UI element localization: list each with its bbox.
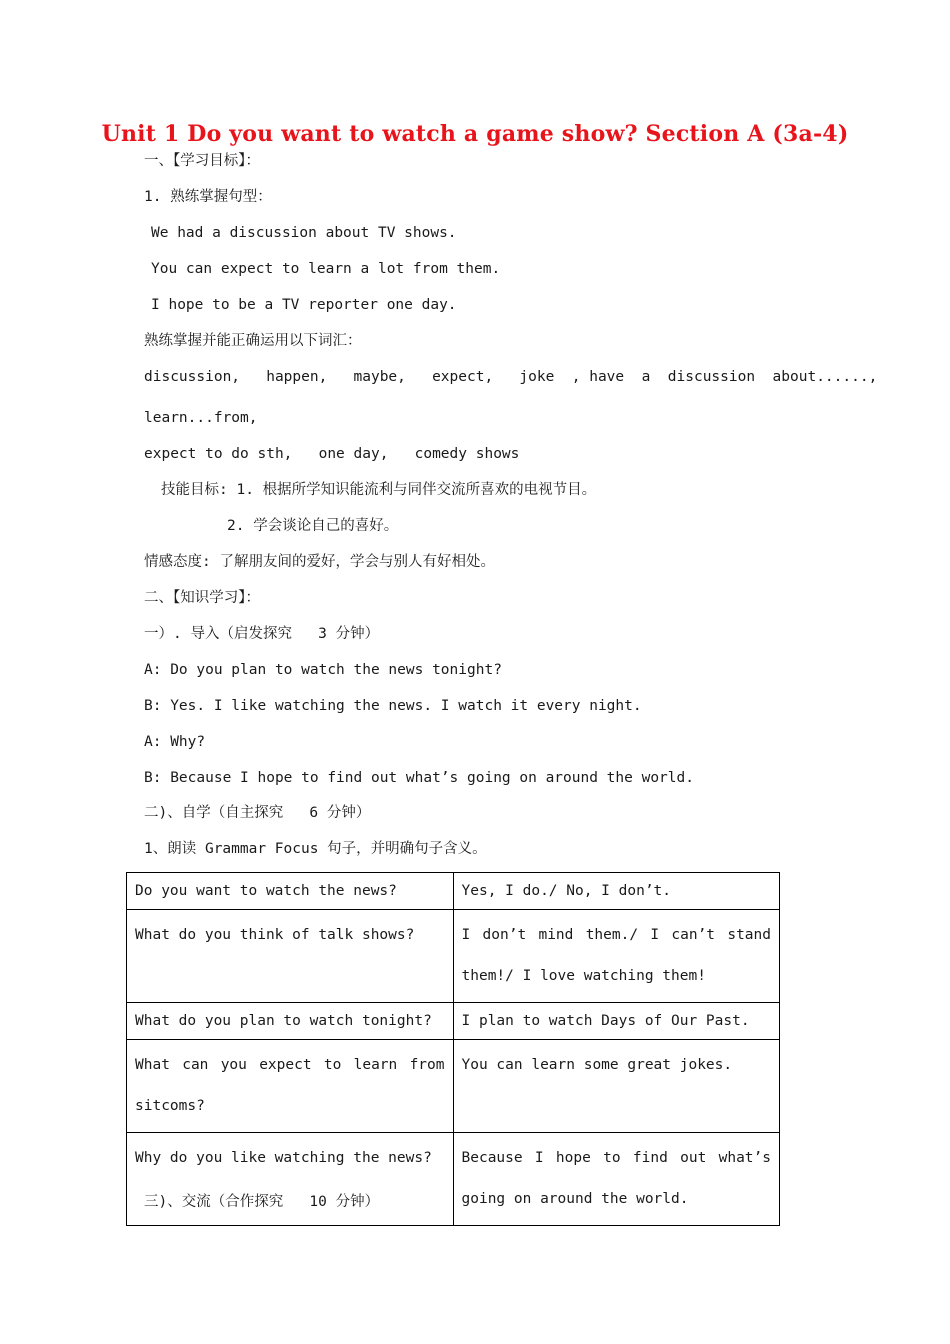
- text-line: 1、朗读 Grammar Focus 句子，并明确句子含义。: [144, 841, 487, 857]
- dialogue-line: A: Why?: [144, 734, 206, 750]
- table-row: [127, 1003, 780, 1040]
- answer-cell: I plan to watch Days of Our Past.: [453, 1003, 780, 1040]
- subsection-heading: 二)、自学（自主探究 6 分钟）: [144, 805, 371, 821]
- question-cell: Why do you like watching the news?: [127, 1133, 454, 1226]
- question-cell: What can you expect to learn from sitcoms?: [127, 1040, 454, 1133]
- sentence-line: You can expect to learn a lot from them.: [151, 261, 501, 277]
- text-line: 1. 熟练掌握句型：: [144, 189, 272, 205]
- answer-cell: I don’t mind them./ I can’t stand them!/ I love watching them!: [453, 910, 780, 1003]
- question-cell: What do you think of talk shows?: [127, 910, 454, 1003]
- question-cell: Do you want to watch the news?: [127, 873, 454, 910]
- sentence-line: I hope to be a TV reporter one day.: [151, 297, 457, 313]
- answer-cell: Because I hope to find out what’s going on around the world.: [453, 1133, 780, 1226]
- vocabulary-line: learn...from,: [144, 410, 258, 426]
- answer-cell: Yes, I do./ No, I don’t.: [453, 873, 780, 910]
- section-heading-goals: 一、【学习目标】：: [144, 153, 260, 169]
- dialogue-line: A: Do you plan to watch the news tonight?: [144, 662, 502, 678]
- question-cell: What do you plan to watch tonight?: [127, 1003, 454, 1040]
- vocabulary-line: expect to do sth, one day, comedy shows: [144, 446, 520, 462]
- skill-goal-line: 技能目标: 1. 根据所学知识能流利与同伴交流所喜欢的电视节目。: [161, 482, 597, 498]
- dialogue-line: B: Because I hope to find out what’s going on around the world.: [144, 770, 694, 786]
- subsection-heading: 一）. 导入（启发探究 3 分钟）: [144, 626, 380, 642]
- table-row: [127, 1040, 780, 1133]
- dialogue-line: B: Yes. I like watching the news. I watch it every night.: [144, 698, 642, 714]
- table-row: [127, 873, 780, 910]
- skill-goal-line: 2. 学会谈论自己的喜好。: [227, 518, 399, 534]
- vocabulary-line: discussion, happen, maybe, expect, joke , have a discussion about......,: [144, 369, 878, 385]
- sentence-line: We had a discussion about TV shows.: [151, 225, 457, 241]
- page-title: Unit 1 Do you want to watch a game show? Section A (3a-4): [101, 121, 849, 147]
- text-line: 熟练掌握并能正确运用以下词汇：: [144, 333, 362, 349]
- subsection-heading: 三)、交流（合作探究 10 分钟）: [144, 1194, 380, 1210]
- attitude-goal-line: 情感态度: 了解朋友间的爱好，学会与别人有好相处。: [144, 554, 495, 570]
- section-heading-knowledge: 二、【知识学习】：: [144, 590, 260, 606]
- table-row: [127, 910, 780, 1003]
- grammar-focus-table: [126, 872, 780, 1226]
- answer-cell: You can learn some great jokes.: [453, 1040, 780, 1133]
